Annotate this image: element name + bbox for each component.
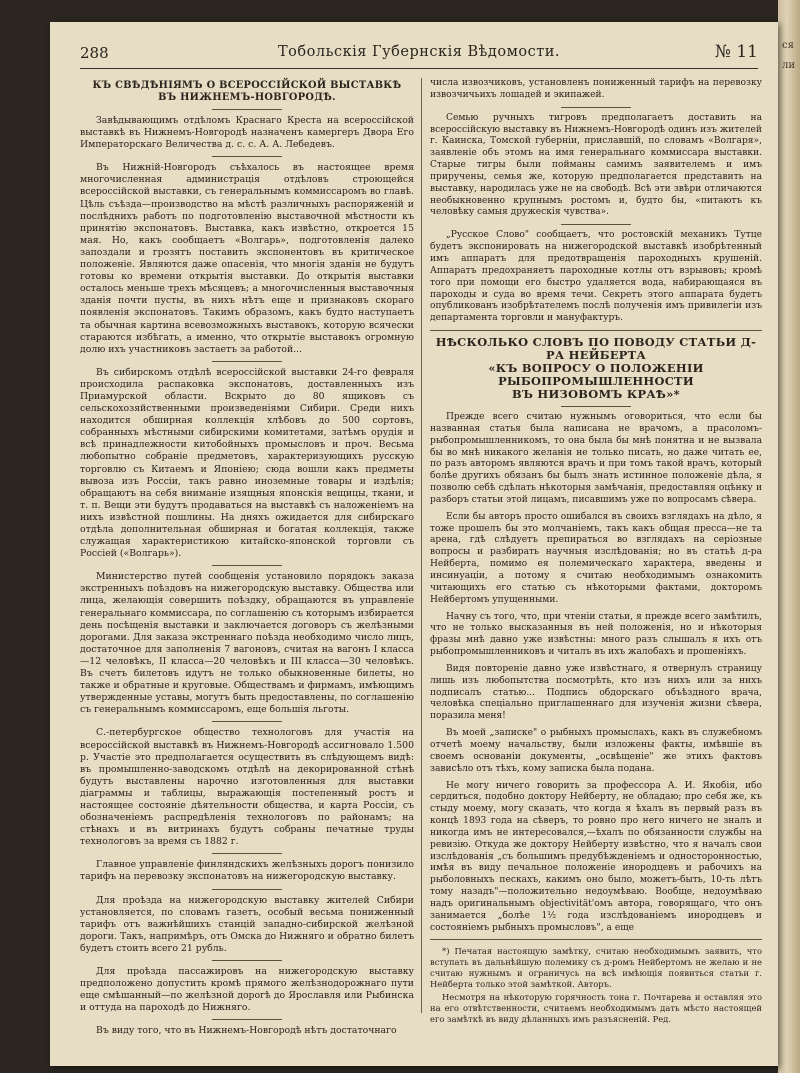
divider bbox=[561, 224, 631, 225]
divider bbox=[212, 109, 282, 110]
paragraph: „Русское Слово" сообщаетъ, что ростовскій механикъ Тутце будетъ экспонировать на нижегородской выставкѣ изобрѣтенный имъ аппаратъ для предотвращенія пароходныхъ крушеній. Аппаратъ предохраняетъ пароходные котлы отъ взрывовъ; кромѣ того при помощи его быстро удаляется вода, набирающаяся въ пароходы и суда во время течи. Секретъ этого аппарата будетъ опубликованъ изобрѣтателемъ послѣ полученія имъ привилегіи изъ департамента торговли и мануфактуръ. bbox=[430, 230, 762, 324]
paragraph: Завѣдывающимъ отдѣломъ Краснаго Креста на всероссійской выставкѣ въ Нижнемъ-Новгородѣ назначенъ камергеръ Двора Его Императорскаго Величества д. с. с. А. А. Лебедевъ. bbox=[80, 115, 414, 151]
paragraph: Видя повтореніе давно уже извѣстнаго, я отвернулъ страницу лишь изъ любопытства посмотрѣть, кто изъ нихъ или за нихъ подписалъ статью... Подпись обдорскаго объѣздного врача, человѣка спеціально приглашеннаго для изученія жизни сѣвера, поразила меня! bbox=[430, 663, 762, 722]
paragraph: С.-петербургское общество технологовъ для участія на всероссійской выставкѣ въ Нижнемъ-Новгородѣ ассигновало 1.500 р. Участіе это предполагается осуществить въ слѣдующемъ видѣ: въ промышленно-заводскомъ отдѣлѣ на декорированной стѣнѣ будутъ выставлены нарочно изготовленныя для выставки діаграммы и таблицы, выражающія постепенный ростъ и настоящее состояніе дѣятельности общества, и карта Россіи, съ обозначеніемъ распредѣленія технологовъ по районамъ; на стѣнахъ и въ витринахъ будутъ собраны печатные труды технологовъ за время съ 1882 г. bbox=[80, 727, 414, 848]
newspaper-page bbox=[50, 22, 778, 1066]
footnote-text: *) Печатая настоящую замѣтку, считаю необходимымъ заявить, что вступать въ дальнѣйшую полемику съ д-ромъ Нейбертомъ не желаю и не считаю нужнымъ и ограничусь на всѣ имѣющія появиться статьи г. Нейберта только этой замѣткой. Авторъ. bbox=[430, 946, 762, 990]
divider bbox=[561, 107, 631, 108]
section-heading-line2: ВЪ НИЖНЕМЪ-НОВГОРОДѢ. bbox=[158, 92, 336, 103]
adjacent-page-edge bbox=[778, 0, 800, 1073]
paragraph: числа извозчиковъ, установленъ пониженный тарифъ на перевозку извозчичьихъ лошадей и экипажей. bbox=[430, 78, 762, 100]
paragraph: Семью ручныхъ тигровъ предполагаетъ доставить на всероссійскую выставку въ Нижнемъ-Новгородѣ одинъ изъ жителей г. Каинска, Томской губерніи, приславшій, по словамъ «Волгаря», заявленіе объ этомъ на имя генеральнаго коммиссара выставки. Старые тигры были пойманы самимъ заявителемъ и имъ приручены, семья же, которую предполагается представить на выставку, народилась уже не на свободѣ. Всѣ эти звѣри отличаются необыкновенно крупнымъ ростомъ и, будто бы, «питаютъ къ человѣку самыя дружескія чувства». bbox=[430, 112, 762, 218]
divider bbox=[212, 889, 282, 890]
paragraph: Въ виду того, что въ Нижнемъ-Новгородѣ нѣтъ достаточнаго bbox=[96, 1025, 397, 1037]
adjacent-text-fragment: ся bbox=[782, 40, 794, 51]
paragraph: Въ сибирскомъ отдѣлѣ всероссійской выставки 24-го февраля происходила распаковка экспонатовъ, доставленныхъ изъ Приамурской области. Вскрыто до 80 ящиковъ съ сельскохозяйственными произведеніями Сибири. Среди нихъ находится обширная коллекція хлѣбовъ до 500 сортовъ, собранныхъ мѣстными сибирскими комитетами, затѣмъ орудія и всѣ принадлежности китобойныхъ промысловъ и проч. Весьма любопытно собраніе предметовъ, характеризующихъ русскую торговлю съ Китаемъ и Японіею; сюда вошли какъ предметы вывоза изъ Россіи, такъ равно иноземные товары и издѣлія; обращаютъ на себя вниманіе изящныя японскія вещицы, ткани, и т. п. Вещи эти будутъ продаваться на выставкѣ съ наложеніемъ на нихъ извѣстной пошлины. На дняхъ ожидается для сибирскаго отдѣла дополнительная обширная и богатая коллекція, также служащая характеристикою китайско-японской торговли съ Россіей («Волгарь»). bbox=[80, 366, 414, 560]
divider bbox=[212, 565, 282, 566]
adjacent-text-fragment: ли bbox=[782, 60, 796, 71]
right-column bbox=[430, 78, 762, 1027]
divider bbox=[212, 361, 282, 362]
left-column bbox=[80, 78, 414, 1042]
section-heading-line1: КЪ СВѢДѢНІЯМЪ О ВСЕРОССІЙСКОЙ ВЫСТАВКѢ bbox=[92, 80, 402, 91]
article-heading-line2: «КЪ ВОПРОСУ О ПОЛОЖЕНІИ РЫБОПРОМЫШЛЕННОСТИ bbox=[488, 361, 704, 389]
divider bbox=[430, 939, 762, 940]
publication-title: Тобольскія Губернскія Вѣдомости. bbox=[278, 44, 560, 60]
article-heading-line3: ВЪ НИЗОВОМЪ КРАѢ»* bbox=[512, 387, 680, 402]
paragraph: Для проѣзда на нижегородскую выставку жителей Сибири установляется, по словамъ газетъ, особый весьма пониженный тарифъ отъ важнѣйшихъ станцій западно-сибирской желѣзной дороги. Такъ, напримѣръ, отъ Омска до Нижняго и обратно билетъ будетъ стоить всего 21 рубль. bbox=[80, 894, 414, 954]
footnote bbox=[430, 946, 762, 1025]
paragraph: Если бы авторъ просто ошибался въ своихъ взглядахъ на дѣло, я тоже прошелъ бы это молчаніемъ, такъ какъ общая пресса—не та арена, гдѣ слѣдуетъ препираться во взглядахъ на серіозные вопросы и разбирать научныя изслѣдованія; но въ статьѣ д-ра Нейберта, помимо ея полемическаго характера, введены и инсинуаціи, а потому я считаю необходимымъ ознакомить читающихъ его статью съ нѣкоторыми фактами, докторомъ Нейбертомъ упущенными. bbox=[430, 511, 762, 605]
divider bbox=[212, 960, 282, 961]
paragraph: Главное управленіе финляндскихъ желѣзныхъ дорогъ понизило тарифъ на перевозку экспонатовъ на нижегородскую выставку. bbox=[80, 859, 414, 883]
paragraph: Въ моей „записке" о рыбныхъ промыслахъ, какъ въ служебномъ отчетѣ моему начальству, были изложены факты, имѣвшіе въ своемъ основаніи документы, „освѣщеніе" же этихъ фактовъ зависѣло отъ тѣхъ, кому записка была подана. bbox=[430, 728, 762, 774]
article-heading bbox=[430, 336, 762, 401]
paragraph: Министерство путей сообщенія установило порядокъ заказа экстренныхъ поѣздовъ на нижегородскую выставку. Общества или лица, желающія совершить поѣздку, обращаются въ управленіе генеральнаго коммиссара, по соглашенію съ которымъ избирается день посѣщенія выставки и заключается договоръ съ желѣзными дорогами. Для заказа экстреннаго поѣзда необходимо число лицъ, достаточное для заполненія 7 вагоновъ, считая на вагонъ I класса —12 человѣкъ, II класса—20 человѣкъ и III класса—30 человѣкъ. Въ счетъ билетовъ идутъ не только обыкновенные билеты, но также и обратные и круговые. Обществамъ и фирмамъ, имѣющимъ утвержденные уставы, могутъ быть предоставлены, по соглашенію съ генеральнымъ коммиссаромъ, еще большія льготы. bbox=[80, 571, 414, 716]
divider bbox=[212, 1019, 282, 1020]
divider bbox=[430, 330, 762, 331]
divider bbox=[212, 853, 282, 854]
issue-number: № 11 bbox=[714, 42, 758, 62]
paragraph: Для проѣзда пассажировъ на нижегородскую выставку предположено допустить кромѣ прямого желѣзнодорожнаго пути еще смѣшанный—по желѣзной дорогѣ до Ярославля или Рыбинска и оттуда на пароходѣ до Нижняго. bbox=[80, 966, 414, 1014]
paragraph: Прежде всего считаю нужнымъ оговориться, что если бы названная статья была написана не врачомъ, а прасоломъ-рыбопромышленникомъ, то она была бы мнѣ понятна и не вызвала бы во мнѣ никакого желанія не только писать, но даже читать ее, по разъ авторомъ являются врачъ и при томъ такой врачъ, который болѣе другихъ обязанъ бы былъ знать истинное положеніе дѣла, я позволю себѣ сдѣлать нѣкоторыя замѣчанія, предоставляя оцѣнку и разборъ статьи этой лицамъ, писавшимъ уже по вопросамъ сѣвера. bbox=[430, 412, 762, 505]
divider bbox=[561, 406, 631, 407]
divider bbox=[212, 156, 282, 157]
paragraph: Начну съ того, что, при чтеніи статьи, я прежде всего замѣтилъ, что не только высказанныя въ ней положенія, но и нѣкоторыя фразы мнѣ давно уже извѣстны: много разъ слышалъ я ихъ отъ рыбопромышленниковъ и читалъ въ ихъ жалобахъ и прошеніяхъ. bbox=[430, 611, 762, 658]
column-divider bbox=[421, 78, 422, 1013]
page-number: 288 bbox=[80, 44, 109, 62]
article-heading-line1: НѢСКОЛЬКО СЛОВЪ ПО ПОВОДУ СТАТЬИ Д-РА НЕЙБЕРТА bbox=[435, 335, 757, 363]
paragraph: Въ Нижній-Новгородъ съѣхалось въ настоящее время многочисленная администрація отдѣловъ строющейся всероссійской выставки, съ генеральнымъ коммиссаромъ во главѣ. Цѣль съѣзда—производство на мѣстѣ различныхъ распоряженій и послѣднихъ работъ по подготовленію выставочной мѣстности къ принятію экспонатовъ. Выставка, какъ извѣстно, откроется 15 мая. Но, какъ сообщаетъ «Волгарь», подготовленія далеко запоздали и грозятъ поставить экспонентовъ въ критическое положеніе. Являются даже опасенія, что многія зданія не будутъ готовы ко времени открытія выставки. До открытія выставки осталось меньше трехъ мѣсяцевъ; а многочисленныя выставочныя зданія почти пусты, въ нихъ нѣтъ еще и признаковъ скораго появленія экспонатовъ. Такимъ образомъ, какъ будто наступаетъ та обычная картина всевозможныхъ выставокъ, которую всячески стараются избѣгать, а именно, что открытіе выставокъ огромную долю ихъ участниковъ застаетъ за работой... bbox=[80, 162, 414, 355]
divider bbox=[212, 721, 282, 722]
editor-note: Несмотря на нѣкоторую горячность тона г. Почтарева и оставляя это на его отвѣтственности, считаемъ необходимымъ дать мѣсто настоящей его замѣткѣ въ виду дѣланныхъ имъ разъясненій. Ред. bbox=[430, 992, 762, 1025]
paragraph: Не могу ничего говорить за профессора А. И. Якобія, ибо сердиться, подобно доктору Нейберту, не обладаю; про себя же, къ стыду моему, могу сказать, что когда я ѣхалъ въ первый разъ въ концѣ 1893 года на сѣверъ, то ровно про него ничего не зналъ и никогда имъ не интересовался,—ѣхалъ по обязанности службы на ревизію. Откуда же доктору Нейберту извѣстно, что я началъ свои изслѣдованія „съ большимъ предубѣжденіемъ и односторонностью, имѣя въ виду печальное положеніе инородцевъ и рабочихъ на рыболовныхъ пескахъ, какимъ оно было, можетъ-быть, 10-ть лѣтъ тому назадъ"—положительно недоумѣваю. Вообще, недоумѣваю надъ оригинальнымъ objectivität'омъ автора, говорящаго, что онъ занимается „болѣе 1½ года изслѣдованіемъ инородцевъ и состояніемъ рыбныхъ промысловъ", а еще bbox=[430, 780, 762, 933]
page-header bbox=[80, 40, 758, 69]
section-heading bbox=[80, 80, 414, 104]
